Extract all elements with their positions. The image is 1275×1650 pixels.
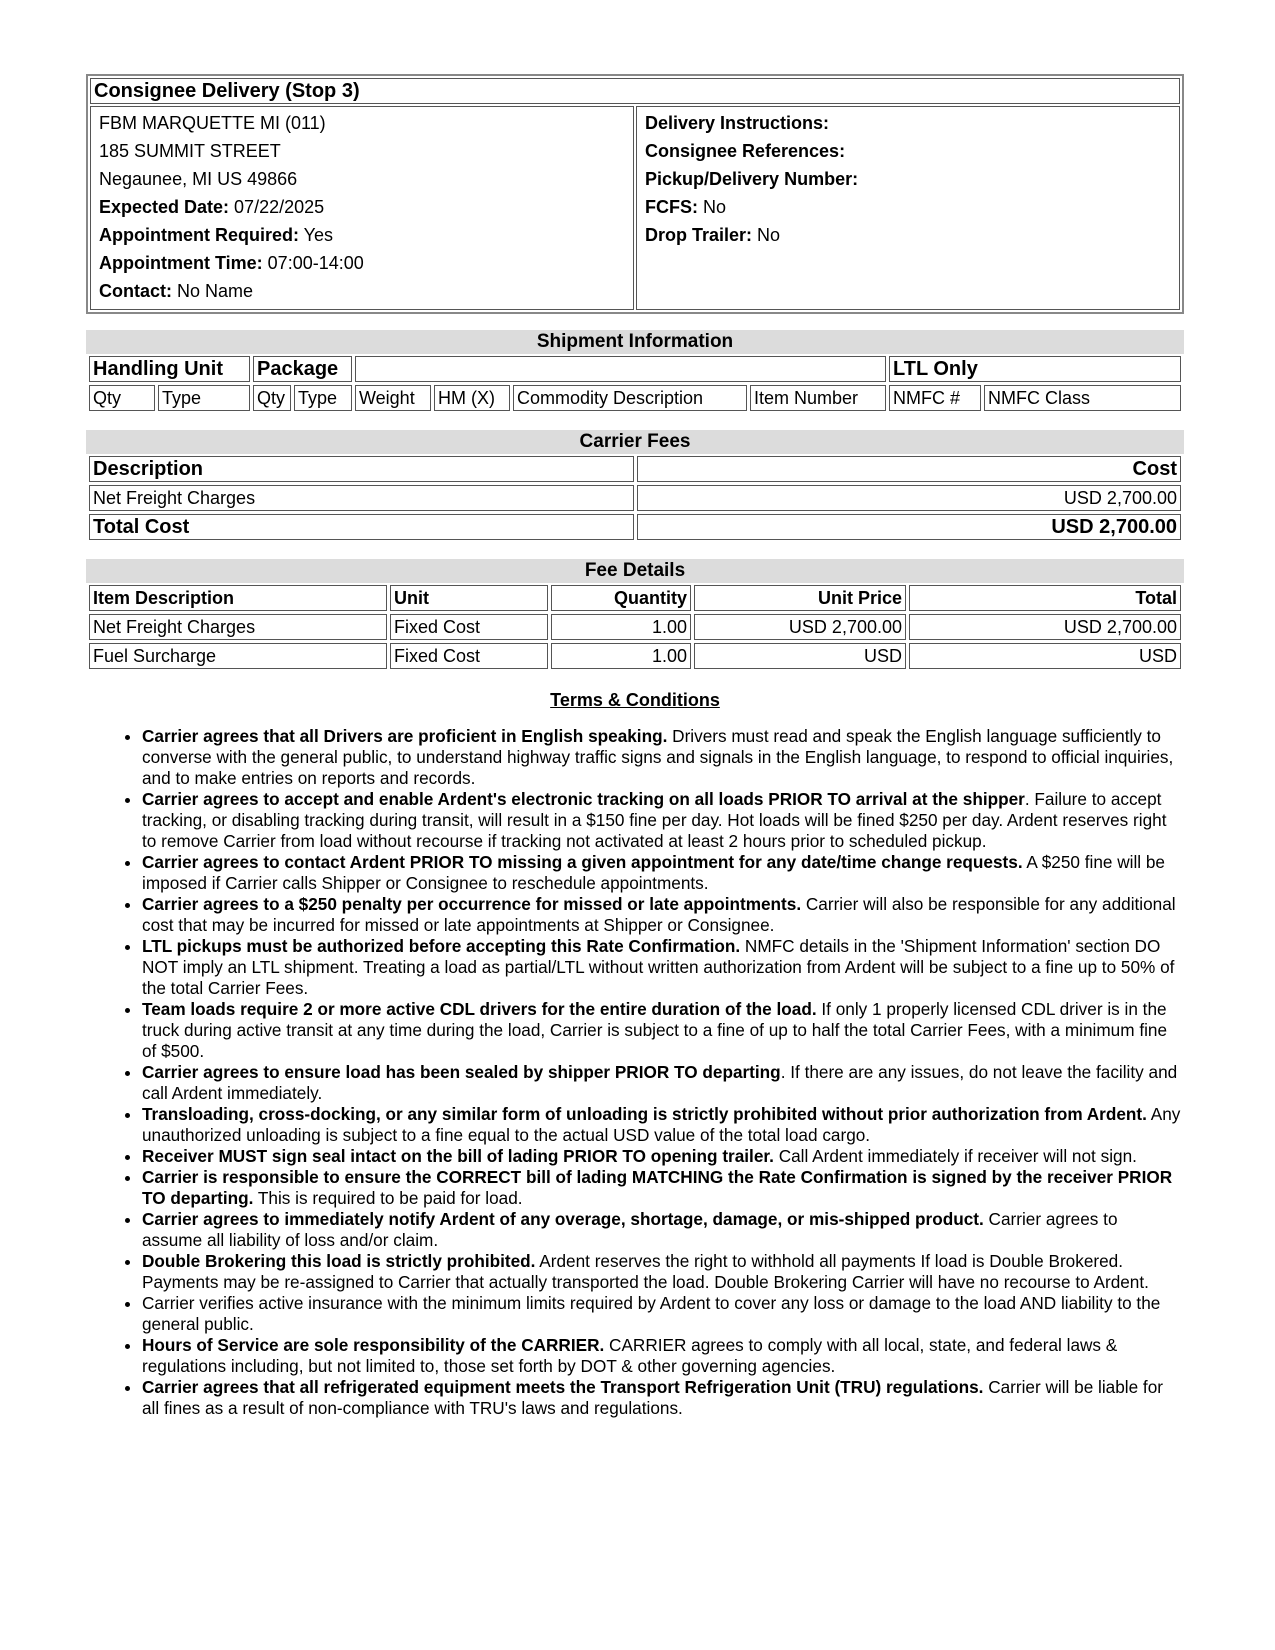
- total: USD: [909, 643, 1181, 669]
- carrier-fees-table: [86, 453, 1184, 543]
- shipment-information-title: Shipment Information: [86, 330, 1184, 354]
- list-item: • Carrier agrees that all Drivers are proficient in English speaking. Drivers must read and speak the English language sufficiently to converse with the general public, to understand highway traffic signs and signals in the English language, to respond to official inquiries, and to make entries on reports and records.: [142, 726, 1182, 789]
- list-item: • Carrier agrees to immediately notify Ardent of any overage, shortage, damage, or mis-shipped product. Carrier agrees to assume all liability of loss and/or claim.: [142, 1209, 1182, 1251]
- carrier-fees-title: Carrier Fees: [86, 430, 1184, 454]
- appointment-required: Appointment Required: Yes: [99, 225, 334, 245]
- fcfs: FCFS: No: [645, 197, 727, 217]
- item-description: Fuel Surcharge: [89, 643, 387, 669]
- fee-cost: USD 2,700.00: [637, 485, 1182, 511]
- quantity-header: Quantity: [551, 585, 691, 611]
- contact: Contact: No Name: [99, 281, 254, 301]
- blank-header: [355, 356, 886, 382]
- expected-date: Expected Date: 07/22/2025: [99, 197, 325, 217]
- quantity: 1.00: [551, 643, 691, 669]
- list-item: • LTL pickups must be authorized before accepting this Rate Confirmation. NMFC details in the 'Shipment Information' section DO NOT imply an LTL shipment. Treating a load as partial/LTL without written authorization from Ardent will be subject to a fine up to 50% of the total Carrier Fees.: [142, 936, 1182, 999]
- list-item: • Team loads require 2 or more active CDL drivers for the entire duration of the load. If only 1 properly licensed CDL driver is in the truck during active transit at any time during the load, Carrier is subject to a fine of up to half the total Carrier Fees, with a minimum fine of $500.: [142, 999, 1182, 1062]
- cost-header: Cost: [637, 456, 1182, 482]
- rate-confirmation-page: [86, 74, 1184, 1419]
- unit: Fixed Cost: [390, 643, 548, 669]
- drop-trailer: Drop Trailer: No: [645, 225, 781, 245]
- list-item: • Receiver MUST sign seal intact on the bill of lading PRIOR TO opening trailer. Call Ardent immediately if receiver will not sign.: [142, 1146, 1182, 1167]
- total-cost-value: USD 2,700.00: [637, 514, 1182, 540]
- list-item: • Double Brokering this load is strictly prohibited. Ardent reserves the right to withhold all payments If load is Double Brokered. Payments may be re-assigned to Carrier that actually transported the load. Double Brokering Carrier will have no recourse to Ardent.: [142, 1251, 1182, 1293]
- column-header: Qty: [253, 385, 291, 411]
- list-item: • Transloading, cross-docking, or any similar form of unloading is strictly prohibited without prior authorization from Ardent. Any unauthorized unloading is subject to a fine equal to the actual USD value of the total load cargo.: [142, 1104, 1182, 1146]
- consignee-city: Negaunee, MI US 49866: [99, 169, 298, 189]
- unit-price: USD: [694, 643, 906, 669]
- column-header: HM (X): [434, 385, 510, 411]
- item-description: Net Freight Charges: [89, 614, 387, 640]
- appointment-time: Appointment Time: 07:00-14:00: [99, 253, 364, 273]
- fee-details-table: [86, 582, 1184, 672]
- table-row: [89, 614, 1181, 640]
- consignee-name: FBM MARQUETTE MI (011): [99, 113, 326, 133]
- package-header: Package: [253, 356, 352, 382]
- delivery-details-block: [636, 106, 1180, 310]
- item-description-header: Item Description: [89, 585, 387, 611]
- table-row: [89, 643, 1181, 669]
- list-item: • Carrier agrees to ensure load has been sealed by shipper PRIOR TO departing. If there are any issues, do not leave the facility and call Ardent immediately.: [142, 1062, 1182, 1104]
- handling-unit-header: Handling Unit: [89, 356, 250, 382]
- fee-description: Net Freight Charges: [89, 485, 634, 511]
- column-header: Type: [158, 385, 250, 411]
- list-item: • Carrier is responsible to ensure the CORRECT bill of lading MATCHING the Rate Confirmation is signed by the receiver PRIOR TO departing. This is required to be paid for load.: [142, 1167, 1182, 1209]
- column-header: Commodity Description: [513, 385, 747, 411]
- column-header: NMFC Class: [984, 385, 1181, 411]
- terms-title: Terms & Conditions: [550, 690, 720, 710]
- quantity: 1.00: [551, 614, 691, 640]
- column-header: Type: [294, 385, 352, 411]
- consignee-street: 185 SUMMIT STREET: [99, 141, 281, 161]
- list-item: • Carrier agrees to contact Ardent PRIOR TO missing a given appointment for any date/time change requests. A $250 fine will be imposed if Carrier calls Shipper or Consignee to reschedule appointments.: [142, 852, 1182, 894]
- terms-list: [86, 726, 1182, 1419]
- consignee-title: Consignee Delivery (Stop 3): [90, 78, 1180, 104]
- consignee-address-block: [90, 106, 634, 310]
- unit: Fixed Cost: [390, 614, 548, 640]
- ltl-only-header: LTL Only: [889, 356, 1181, 382]
- delivery-instructions: Delivery Instructions:: [645, 113, 830, 133]
- fee-details-title: Fee Details: [86, 559, 1184, 583]
- column-header: Qty: [89, 385, 155, 411]
- description-header: Description: [89, 456, 634, 482]
- unit-price: USD 2,700.00: [694, 614, 906, 640]
- list-item: • Carrier agrees to a $250 penalty per occurrence for missed or late appointments. Carrier will also be responsible for any additional cost that may be incurred for missed or late appointments at Shipper or Consignee.: [142, 894, 1182, 936]
- total-cost-label: Total Cost: [89, 514, 634, 540]
- unit-price-header: Unit Price: [694, 585, 906, 611]
- column-header: Item Number: [750, 385, 886, 411]
- total-header: Total: [909, 585, 1181, 611]
- unit-header: Unit: [390, 585, 548, 611]
- list-item: • Carrier agrees to accept and enable Ardent's electronic tracking on all loads PRIOR TO arrival at the shipper. Failure to accept tracking, or disabling tracking during transit, will result in a $150 fine per day. Hot loads will be fined $250 per day. Ardent reserves right to remove Carrier from load without recourse if tracking not activated at least 2 hours prior to scheduled pickup.: [142, 789, 1182, 852]
- total: USD 2,700.00: [909, 614, 1181, 640]
- column-header: NMFC #: [889, 385, 981, 411]
- list-item: • Carrier verifies active insurance with the minimum limits required by Ardent to cover any loss or damage to the load AND liability to the general public.: [142, 1293, 1182, 1335]
- consignee-references: Consignee References:: [645, 141, 846, 161]
- column-header: Weight: [355, 385, 431, 411]
- shipment-table: [86, 353, 1184, 414]
- pickup-delivery-number: Pickup/Delivery Number:: [645, 169, 859, 189]
- list-item: • Carrier agrees that all refrigerated equipment meets the Transport Refrigeration Unit (TRU) regulations. Carrier will be liable for all fines as a result of non-compliance with TRU's laws and regulations.: [142, 1377, 1182, 1419]
- consignee-delivery-section: [86, 74, 1184, 314]
- list-item: • Hours of Service are sole responsibility of the CARRIER. CARRIER agrees to comply with all local, state, and federal laws & regulations including, but not limited to, those set forth by DOT & other governing agencies.: [142, 1335, 1182, 1377]
